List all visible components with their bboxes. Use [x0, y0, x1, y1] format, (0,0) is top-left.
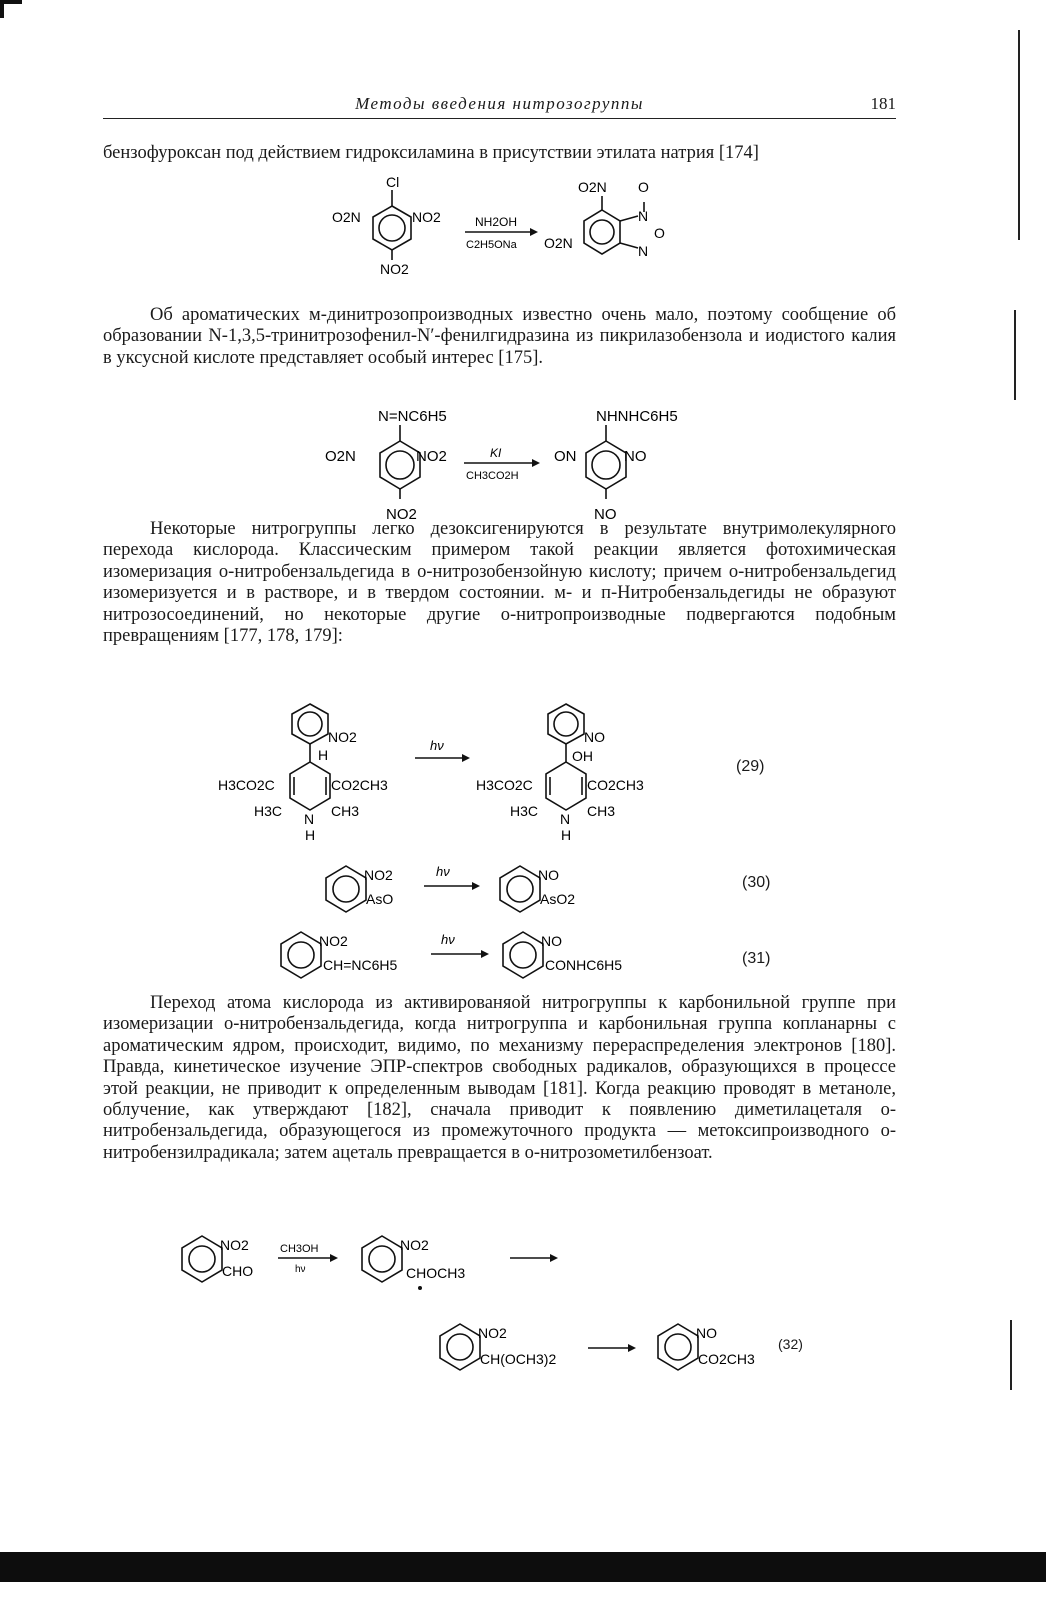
equation-31-scheme — [265, 926, 685, 986]
product-o2n-top: O2N — [578, 179, 607, 195]
arrow-head — [481, 950, 489, 958]
equation-number-31: (31) — [742, 950, 771, 967]
right-methyl-left: H3C — [510, 803, 539, 819]
right-ester-left: H3CO2C — [476, 777, 533, 793]
product-bottom-sub: NO — [594, 506, 617, 523]
product-right-sub: NO — [624, 448, 647, 465]
m1-ring — [182, 1236, 222, 1282]
equation-29-scheme — [210, 700, 730, 845]
m2-no2: NO2 — [400, 1237, 429, 1253]
reactant-bottom-sub: NO2 — [380, 261, 409, 277]
product-left-sub: ON — [554, 448, 577, 465]
right-n: N — [560, 811, 571, 827]
scan-bottom-border — [0, 1552, 1046, 1582]
left-ester-left: H3CO2C — [218, 777, 275, 793]
scan-edge-line — [1014, 310, 1016, 400]
reagent-bottom: C2H5ONa — [466, 239, 517, 251]
paragraph-3: Некоторые нитрогруппы легко дезоксигенируются в результате внутримолекулярного перехода кислорода. Классическим примером такой реакции является фотохимическая изомеризация о-нитробензальдегида в о-нитрозобензойную кислоту; причем о-нитробензальдегид изомеризуется и в растворе, и в твердом состоянии. м- и п-Нитробензальдегиды не образуют нитрозосоединений, но некоторые другие о-нитропроизводные подвергаются подобным превращениям [177, 178, 179]: — [103, 519, 896, 647]
right-aso2: AsO2 — [540, 891, 576, 907]
left-methyl-left: H3C — [254, 803, 283, 819]
reactant-left-sub: O2N — [332, 209, 361, 225]
product-oxide-o: O — [638, 179, 649, 195]
product-ring — [586, 425, 626, 499]
arrow-head — [462, 754, 470, 762]
m3-no2: NO2 — [478, 1325, 507, 1341]
reagent-top: NH2OH — [475, 215, 518, 229]
left-ring — [281, 932, 321, 978]
arrow-head — [550, 1254, 558, 1262]
arrow-head — [532, 459, 540, 467]
eq32-reagent-bottom: hν — [295, 1264, 306, 1275]
right-dihydropyridine-ring — [546, 762, 586, 810]
scan-edge-line — [1018, 30, 1020, 240]
right-ring — [500, 866, 540, 912]
arrow-head — [472, 882, 480, 890]
product-o2n-left: O2N — [544, 235, 573, 251]
left-nh: H — [305, 827, 316, 843]
product-n1: N — [638, 208, 649, 224]
right-ester-right: CO2CH3 — [587, 777, 644, 793]
arrow-head — [330, 1254, 338, 1262]
equation-30-scheme — [310, 858, 640, 920]
m1-no2: NO2 — [220, 1237, 249, 1253]
eq29-arrow-label: hν — [430, 738, 444, 753]
right-no: NO — [538, 867, 559, 883]
equation-32-scheme-line-1 — [170, 1228, 570, 1298]
reactant-left-sub: O2N — [325, 448, 356, 465]
right-ring — [503, 932, 543, 978]
left-dihydropyridine-ring — [290, 762, 330, 810]
m4-ester: CO2CH3 — [698, 1351, 755, 1367]
eq32-reagent-top: CH3OH — [280, 1243, 319, 1255]
reactant-ring — [380, 425, 420, 499]
equation-32-scheme-line-2 — [430, 1318, 790, 1382]
running-title: Методы введения нитрозогруппы — [355, 94, 644, 113]
right-no: NO — [541, 933, 562, 949]
m2-ring — [362, 1236, 402, 1282]
paragraph-4: Переход атома кислорода из активированяой нитрогруппы к карбонильной группе при изомеризации о-нитробензальдегида, когда нитрогруппа и карбонильная группа копланарны с ароматическим ядром, происходит, видимо, по механизму перераспределения электронов [180]. Правда, кинетическое изучение ЭПР-спектров свободных радикалов, образующихся в процессе этой реакции, не приводит к определенным выводам [181]. Когда реакцию проводят в метаноле, облучение, как утверждают [182], сначала приводит к появлению диметилацеталя о-нитробензальдегида, образующегося из промежуточного продукта — метоксипроизводного о-нитробензилрадикала; затем ацеталь превращается в о-нитрозометилбензоат. — [103, 993, 896, 1163]
reactant-right-sub: NO2 — [412, 209, 441, 225]
left-ring — [326, 866, 366, 912]
product-top-sub: NHNHC6H5 — [596, 408, 678, 425]
left-no2: NO2 — [364, 867, 393, 883]
m4-ring — [658, 1324, 698, 1370]
m3-ring — [440, 1324, 480, 1370]
left-h: H — [318, 747, 329, 763]
reactant-top-sub: N=NC6H5 — [378, 408, 447, 425]
product-ring-o: O — [654, 225, 665, 241]
reagent-bottom: CH3CO2H — [466, 470, 519, 482]
equation-number-29: (29) — [736, 758, 765, 775]
m4-no: NO — [696, 1325, 717, 1341]
eq31-arrow-label: hν — [441, 932, 455, 947]
arrow-head — [530, 228, 538, 236]
reactant-cl: Cl — [386, 174, 400, 190]
scheme-picrylazobenzene — [320, 405, 740, 527]
left-n: N — [304, 811, 315, 827]
m3-acetal: CH(OCH3)2 — [480, 1351, 557, 1367]
reactant-bottom-sub: NO2 — [386, 506, 417, 523]
left-no2: NO2 — [328, 729, 357, 745]
left-methyl-right: CH3 — [331, 803, 360, 819]
reactant-ring — [373, 190, 411, 260]
right-amide: CONHC6H5 — [545, 957, 623, 973]
scan-edge-line — [1010, 1320, 1012, 1390]
paragraph-1: бензофуроксан под действием гидроксиламина в присутствии этилата натрия [174] — [103, 143, 759, 163]
reagent-top: KI — [490, 446, 502, 460]
right-nh: H — [561, 827, 572, 843]
equation-number-30: (30) — [742, 874, 771, 891]
page-number: 181 — [870, 94, 896, 113]
m2-radical: CHOCH3 — [406, 1265, 466, 1281]
right-oh: OH — [572, 748, 593, 764]
scan-corner-mark-vertical — [0, 0, 4, 18]
page-header — [103, 94, 896, 119]
scheme-benzofuroxan — [320, 172, 700, 280]
left-no2: NO2 — [319, 933, 348, 949]
reactant-right-sub: NO2 — [416, 448, 447, 465]
eq30-arrow-label: hν — [436, 864, 450, 879]
equation-number-32: (32) — [778, 1336, 803, 1352]
left-aso: AsO — [366, 891, 394, 907]
product-ring — [584, 196, 644, 254]
arrow-head — [628, 1344, 636, 1352]
m1-cho: CHO — [222, 1263, 254, 1279]
left-imine: CH=NC6H5 — [323, 957, 398, 973]
paragraph-2: Об ароматических м-динитрозопроизводных известно очень мало, поэтому сообщение об образовании N-1,3,5-тринитрозофенил-N′-фенилгидразина из пикрилазобензола и иодистого калия в уксусной кислоте представляет особый интерес [175]. — [103, 305, 896, 368]
left-ester-right: CO2CH3 — [331, 777, 388, 793]
right-no: NO — [584, 729, 605, 745]
product-n2: N — [638, 243, 649, 259]
right-methyl-right: CH3 — [587, 803, 616, 819]
radical-dot — [418, 1286, 422, 1290]
